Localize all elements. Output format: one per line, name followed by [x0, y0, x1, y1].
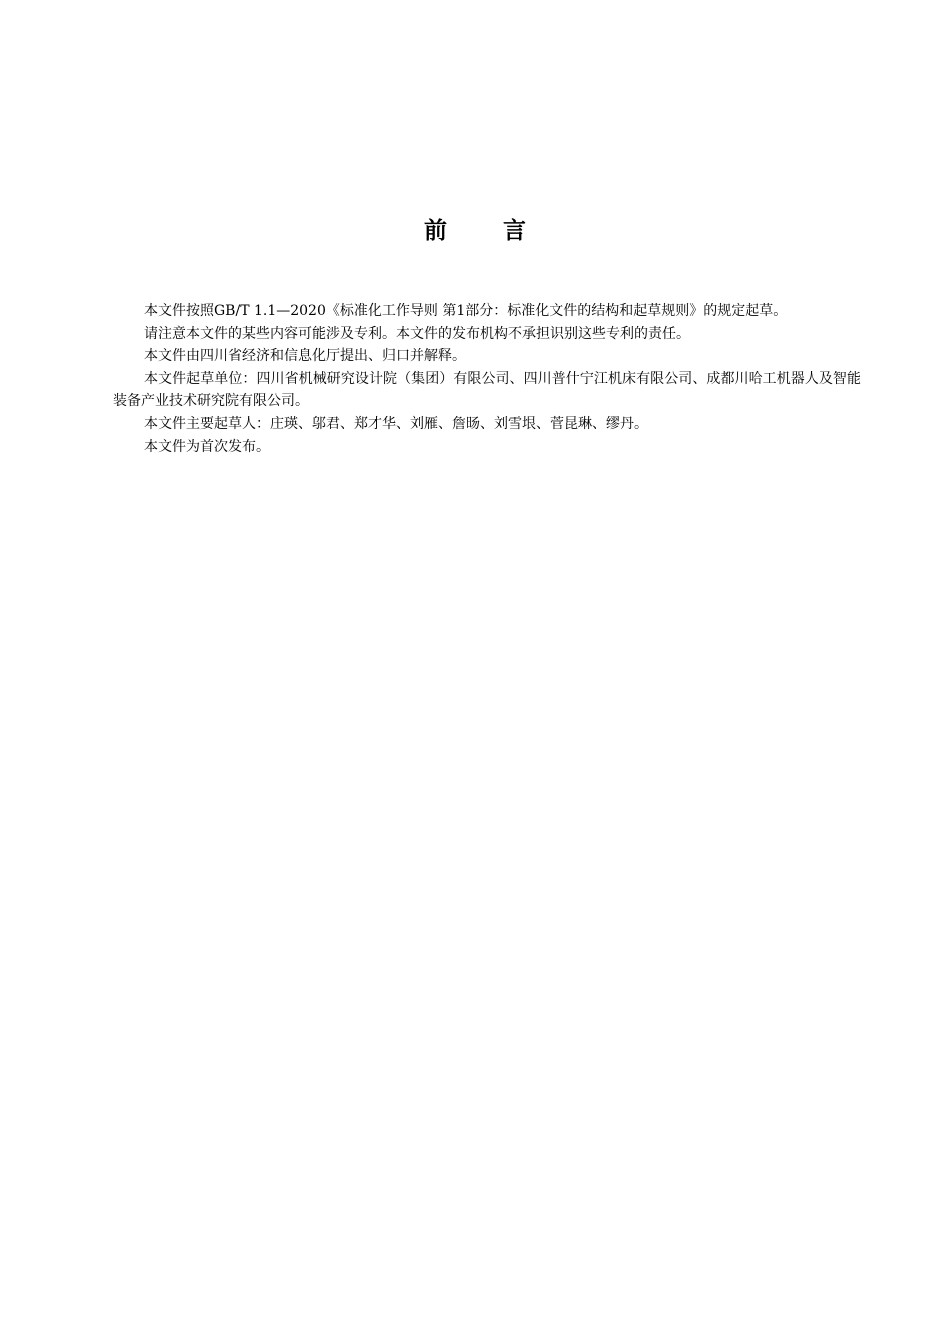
title-char-2: 言	[503, 218, 526, 244]
page-title	[0, 212, 950, 245]
paragraph-standard-basis: 本文件按照GB/T 1.1—2020《标准化工作导则 第1部分：标准化文件的结构和起草规则》的规定起草。	[144, 303, 788, 319]
paragraph-patent-notice: 请注意本文件的某些内容可能涉及专利。本文件的发布机构不承担识别这些专利的责任。	[144, 325, 690, 342]
foreword-body	[113, 300, 861, 458]
paragraph-drafting-units: 本文件起草单位：四川省机械研究设计院（集团）有限公司、四川普什宁江机床有限公司、成都川哈工机器人及智能装备产业技术研究院有限公司。	[113, 370, 861, 410]
paragraph-first-release: 本文件为首次发布。	[144, 438, 270, 455]
paragraph-proposer: 本文件由四川省经济和信息化厅提出、归口并解释。	[144, 348, 466, 365]
title-char-1: 前	[424, 218, 447, 244]
paragraph-drafters: 本文件主要起草人：庄瑛、邬君、郑才华、刘雁、詹旸、刘雪垠、菅昆琳、缪丹。	[144, 415, 648, 432]
